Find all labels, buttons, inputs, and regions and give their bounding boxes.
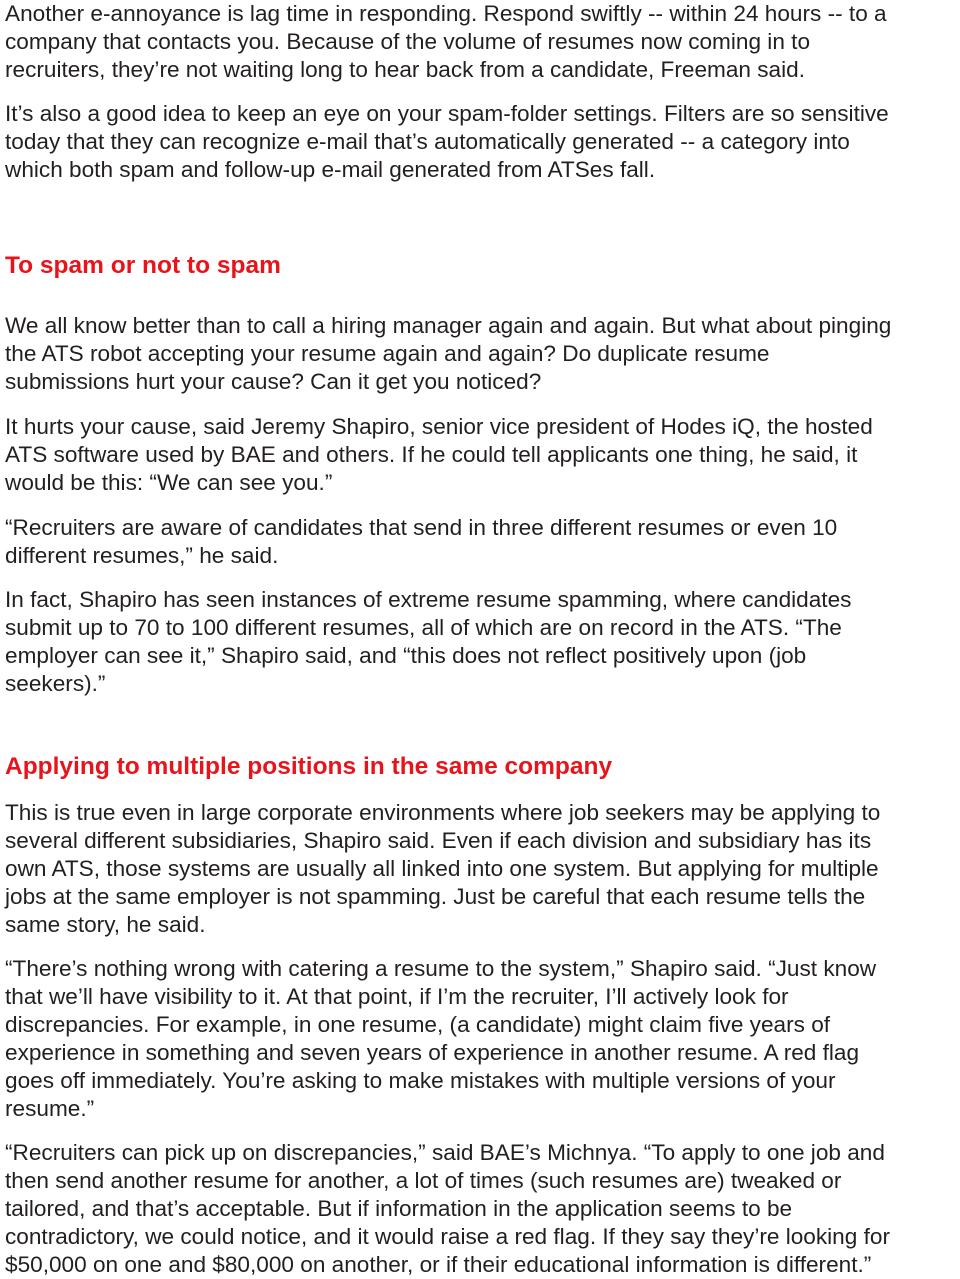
paragraph bbox=[5, 799, 880, 939]
text-line: $50,000 on one and $80,000 on another, or if their educational information is different.” bbox=[5, 1252, 872, 1277]
paragraph bbox=[5, 413, 873, 497]
text-line: “Recruiters can pick up on discrepancies,” said BAE’s Michnya. “To apply to one job and bbox=[5, 1140, 885, 1165]
text-line: discrepancies. For example, in one resume, (a candidate) might claim five years of bbox=[5, 1012, 831, 1037]
text-line: This is true even in large corporate environments where job seekers may be applying to bbox=[5, 800, 881, 825]
paragraph bbox=[5, 955, 876, 1123]
text-line: that we’ll have visibility to it. At that point, if I’m the recruiter, I’ll actively look for bbox=[5, 984, 789, 1009]
section-heading: To spam or not to spam bbox=[5, 252, 281, 279]
text-line: It’s also a good idea to keep an eye on your spam-folder settings. Filters are so sensitive bbox=[5, 101, 889, 126]
text-line: resume.” bbox=[5, 1096, 95, 1121]
paragraph bbox=[5, 312, 891, 396]
text-line: “Recruiters are aware of candidates that send in three different resumes or even 10 bbox=[5, 515, 838, 540]
text-line: goes off immediately. You’re asking to make mistakes with multiple versions of your bbox=[5, 1068, 836, 1093]
text-line: different resumes,” he said. bbox=[5, 543, 279, 568]
text-line: tailored, and that’s acceptable. But if information in the application seems to be bbox=[5, 1196, 793, 1221]
text-line: the ATS robot accepting your resume again and again? Do duplicate resume bbox=[5, 341, 770, 366]
text-line: own ATS, those systems are usually all linked into one system. But applying for multiple bbox=[5, 856, 879, 881]
text-line: contradictory, we could notice, and it would raise a red flag. If they say they’re looking for bbox=[5, 1224, 890, 1249]
text-line: seekers).” bbox=[5, 671, 106, 696]
text-line: would be this: “We can see you.” bbox=[5, 470, 333, 495]
paragraph bbox=[5, 100, 889, 184]
paragraph bbox=[5, 1139, 890, 1279]
text-line: company that contacts you. Because of the volume of resumes now coming in to bbox=[5, 29, 811, 54]
text-line: It hurts your cause, said Jeremy Shapiro, senior vice president of Hodes iQ, the hosted bbox=[5, 414, 873, 439]
text-line: same story, he said. bbox=[5, 912, 206, 937]
text-line: several different subsidiaries, Shapiro said. Even if each division and subsidiary has its bbox=[5, 828, 872, 853]
text-line: “There’s nothing wrong with catering a resume to the system,” Shapiro said. “Just know bbox=[5, 956, 877, 981]
text-line: jobs at the same employer is not spamming. Just be careful that each resume tells the bbox=[5, 884, 866, 909]
text-line: submissions hurt your cause? Can it get you noticed? bbox=[5, 369, 542, 394]
text-line: recruiters, they’re not waiting long to hear back from a candidate, Freeman said. bbox=[5, 57, 805, 82]
text-line: ATS software used by BAE and others. If he could tell applicants one thing, he said, it bbox=[5, 442, 858, 467]
paragraph bbox=[5, 514, 837, 570]
text-line: In fact, Shapiro has seen instances of extreme resume spamming, where candidates bbox=[5, 587, 852, 612]
text-line: today that they can recognize e-mail that’s automatically generated -- a category into bbox=[5, 129, 850, 154]
text-line: employer can see it,” Shapiro said, and “this does not reflect positively upon (job bbox=[5, 643, 807, 668]
section-heading: Applying to multiple positions in the same company bbox=[5, 753, 613, 780]
text-line: We all know better than to call a hiring manager again and again. But what about pinging bbox=[5, 313, 892, 338]
text-line: which both spam and follow-up e-mail generated from ATSes fall. bbox=[5, 157, 656, 182]
text-line: Another e-annoyance is lag time in responding. Respond swiftly -- within 24 hours -- to a bbox=[5, 1, 887, 26]
paragraph bbox=[5, 0, 887, 84]
text-line: then send another resume for another, a lot of times (such resumes are) tweaked or bbox=[5, 1168, 842, 1193]
text-line: experience in something and seven years of experience in another resume. A red flag bbox=[5, 1040, 860, 1065]
paragraph bbox=[5, 586, 851, 698]
text-line: submit up to 70 to 100 different resumes, all of which are on record in the ATS. “The bbox=[5, 615, 842, 640]
